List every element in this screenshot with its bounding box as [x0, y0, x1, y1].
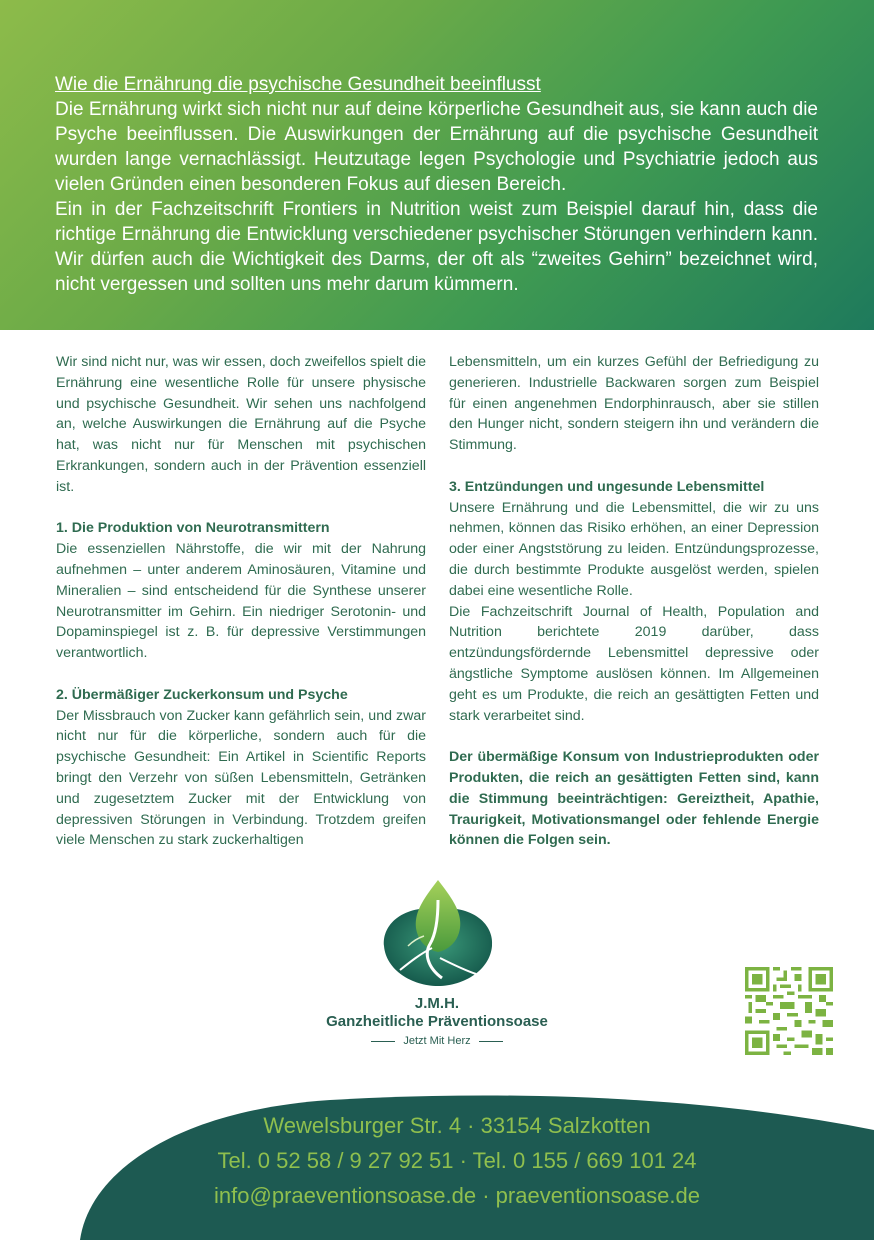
tagline-divider-right	[479, 1041, 503, 1042]
brand-name: Ganzheitliche Präventionsoase	[326, 1013, 548, 1030]
conclusion-paragraph: Der übermäßige Konsum von Industrieprodukten oder Produkten, die reich an gesättigten Fetten sind, kann die Stimmung beeinträchtigen: Gereiztheit, Apathie, Traurigkeit, Motivationsmangel oder fehlende Energie können die Folgen sein.	[449, 749, 819, 849]
section-3-text-b: Die Fachzeitschrift Journal of Health, Population and Nutrition berichtete 2019 darüber, dass entzündungsfördernde Lebensmittel depressive oder ängstliche Symptome auslösen können. Im Allgemeinen geht es um Produkte, die reich an gesättigten Fetten und stark verarbeitet sind.	[449, 603, 819, 724]
intro-paragraph: Wir sind nicht nur, was wir essen, doch zweifellos spielt die Ernährung eine wesentliche Rolle für unsere physische und psychische Gesundheit. Wir sehen uns nachfolgend an, welche Auswirkungen die Ernährung auf die Psyche hat, was nicht nur für Menschen mit psychischen Erkrankungen, sondern auch in der Prävention essenziell ist.	[56, 354, 426, 495]
section-2-text: Der Missbrauch von Zucker kann gefährlich sein, und zwar nicht nur für die körperliche, sondern auch für die psychische Gesundheit: Ein Artikel in Scientific Reports bringt den Verzehr von süßen Lebensmitteln, Getränken und zugesetztem Zucker mit der Entwicklung von depressiven Störungen in Verbindung. Trotzdem greifen viele Menschen zu stark zuckerhaltigen	[56, 707, 426, 849]
leaf-drop-logo-icon	[380, 878, 496, 990]
section-3-text-a: Unsere Ernährung und die Lebensmittel, die wir zu uns nehmen, können das Risiko erhöhen, an einer Depression oder einer Angststörung zu leiden. Entzündungsprozesse, die durch bestimmte Produkte ausgelöst werden, spielen dabei eine wesentliche Rolle.	[449, 499, 819, 599]
footer-address: Wewelsburger Str. 4 · 33154 Salzkotten	[263, 1113, 651, 1138]
footer-phones: Tel. 0 52 58 / 9 27 92 51 · Tel. 0 155 / 669 101 24	[217, 1148, 697, 1173]
qr-code-icon[interactable]	[745, 967, 833, 1055]
section-3-heading: 3. Entzündungen und ungesunde Lebensmittel	[449, 478, 765, 495]
section-1-heading: 1. Die Produktion von Neurotransmittern	[56, 520, 330, 537]
brand-tagline: Jetzt Mit Herz	[403, 1035, 471, 1047]
hero-content	[55, 72, 818, 297]
right-column	[449, 352, 819, 851]
hero-paragraph-2: Ein in der Fachzeitschrift Frontiers in Nutrition weist zum Beispiel darauf hin, dass die richtige Ernährung die Entwicklung verschiedener psychischer Störungen verhindern kann. Wir dürfen auch die Wichtigkeit des Darms, der oft als “zweites Gehirn” bezeichnet wird, nicht vergessen und sollten uns mehr darum kümmern.	[55, 199, 818, 295]
hero-paragraph-1: Die Ernährung wirkt sich nicht nur auf deine körperliche Gesundheit aus, sie kann auch die Psyche beeinflussen. Die Auswirkungen der Ernährung auf die psychische Gesundheit wurden lange vernachlässigt. Heutzutage legen Psychologie und Psychiatrie jedoch aus vielen Gründen einen besonderen Fokus auf diesen Bereich.	[55, 99, 818, 195]
section-1-text: Die essenziellen Nährstoffe, die wir mit der Nahrung aufnehmen – unter anderem Aminosäuren, Vitamine und Mineralien – sind entscheidend für die Synthese unserer Neurotransmitter im Gehirn. Ein niedriger Serotonin- und Dopaminspiegel ist z. B. für depressive Verstimmungen verantwortlich.	[56, 541, 426, 662]
brand-block	[290, 995, 584, 1049]
section-2-continued: Lebensmitteln, um ein kurzes Gefühl der Befriedigung zu generieren. Industrielle Backwaren sorgen zum Beispiel für einen angenehmen Endorphinrausch, aber sie stillen den Hunger nicht, sondern steigern ihn und verändern die Stimmung.	[449, 354, 819, 454]
hero-title: Wie die Ernährung die psychische Gesundheit beeinflusst	[55, 74, 541, 95]
footer-web[interactable]: info@praeventionsoase.de · praeventionsoase.de	[214, 1183, 700, 1208]
section-2-heading: 2. Übermäßiger Zuckerkonsum und Psyche	[56, 686, 348, 703]
left-column	[56, 352, 426, 851]
tagline-divider-left	[371, 1041, 395, 1042]
hero-banner	[0, 0, 874, 330]
brand-short-name: J.M.H.	[414, 995, 460, 1012]
brand-tagline-row	[290, 1033, 584, 1049]
footer-contact	[120, 1108, 794, 1213]
